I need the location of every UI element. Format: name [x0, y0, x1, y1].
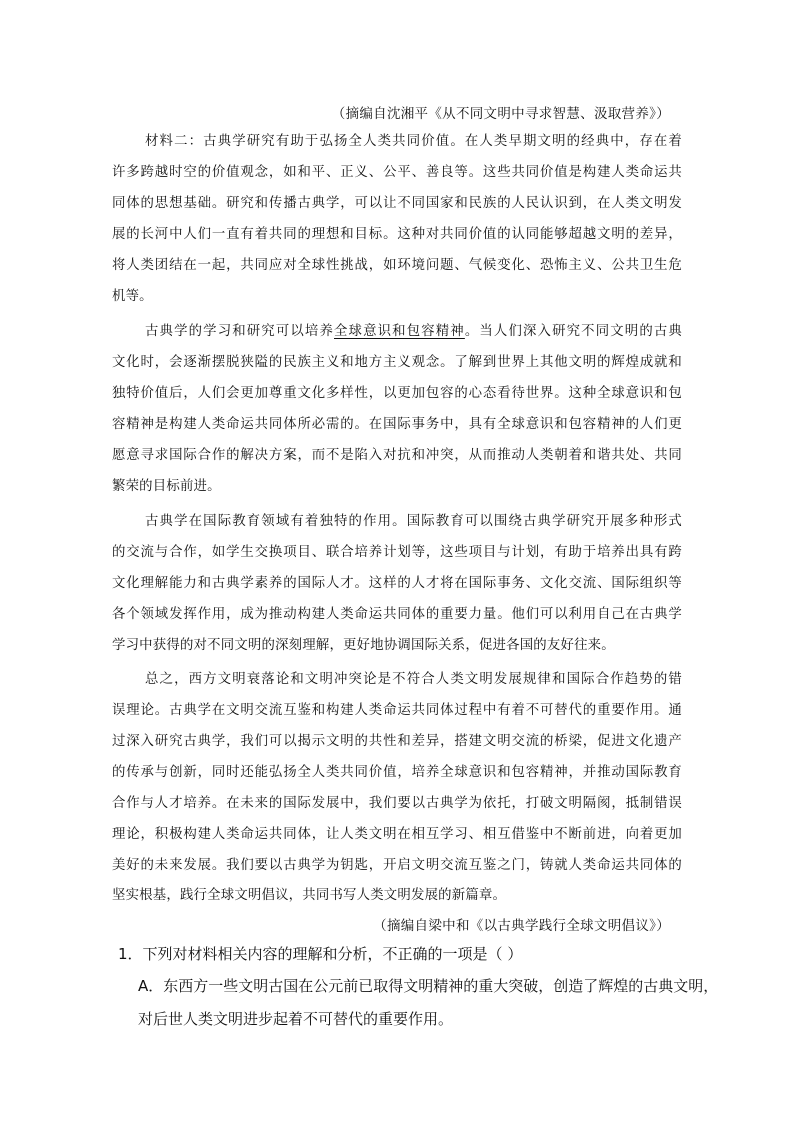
paragraph-line: 总之，西方文明衰落论和文明冲突论是不符合人类文明发展规律和国际合作趋势的错	[145, 672, 682, 687]
option-a-line-1: A．东西方一些文明古国在公元前已取得文明精神的重大突破，创造了辉煌的古典文明，	[138, 977, 719, 995]
paragraph-line: 许多跨越时空的价值观念，如和平、正义、公平、善良等。这些共同价值是构建人类命运共	[112, 165, 682, 180]
paragraph-line-with-underline	[145, 322, 682, 342]
paragraph-line: 美好的未来发展。我们要以古典学为钥匙，开启文明交流互鉴之门，铸就人类命运共同体的	[112, 858, 682, 873]
paragraph-line: 坚实根基，践行全球文明倡议，共同书写人类文明发展的新篇章。	[112, 888, 507, 903]
paragraph-line: 机等。	[112, 289, 153, 304]
paragraph-line: 文化理解能力和古典学素养的国际人才。这样的人才将在国际事务、文化交流、国际组织等	[112, 576, 682, 591]
paragraph-line: 的交流与合作，如学生交换项目、联合培养计划等，这些项目与计划，有助于培养出具有跨	[112, 545, 682, 560]
paragraph-line: 同体的思想基础。研究和传播古典学，可以让不同国家和民族的人民认识到，在人类文明发	[112, 196, 682, 211]
source-citation-1: （摘编自沈湘平《从不同文明中寻求智慧、汲取营养》）	[331, 106, 670, 122]
paragraph-line: 展的长河中人们一直有着共同的理想和目标。这种对共同价值的认同能够超越文明的差异，	[112, 227, 682, 242]
paragraph-line: 独特价值后，人们会更加尊重文化多样性，以更加包容的心态看待世界。这种全球意识和包	[112, 386, 682, 401]
paragraph-line: 繁荣的目标前进。	[112, 479, 221, 494]
paragraph-text: 。当人们深入研究不同文明的古典	[464, 324, 682, 339]
paragraph-line: 将人类团结在一起，共同应对全球性挑战，如环境问题、气候变化、恐怖主义、公共卫生危	[112, 258, 682, 273]
paragraph-line: 古典学在国际教育领域有着独特的作用。国际教育可以围绕古典学研究开展多种形式	[145, 514, 682, 529]
paragraph-line: 文化时，会逐渐摆脱狭隘的民族主义和地方主义观念。了解到世界上其他文明的辉煌成就和	[112, 355, 682, 370]
paragraph-line: 学习中获得的对不同文明的深刻理解，更好地协调国际关系，促进各国的友好往来。	[112, 638, 615, 653]
paragraph-text: 古典学的学习和研究可以培养	[145, 324, 334, 339]
question-stem: 1．下列对材料相关内容的理解和分析，不正确的一项是（ ）	[118, 945, 523, 963]
paragraph-line: 误理论。古典学在文明交流互鉴和构建人类命运共同体过程中有着不可替代的重要作用。通	[112, 703, 682, 718]
paragraph-line: 材料二：古典学研究有助于弘扬全人类共同价值。在人类早期文明的经典中，存在着	[145, 134, 682, 149]
paragraph-line: 理论，积极构建人类命运共同体，让人类文明在相互学习、相互借鉴中不断前进，向着更加	[112, 827, 682, 842]
paragraph-line: 合作与人才培养。在未来的国际发展中，我们要以古典学为依托，打破文明隔阂，抵制错误	[112, 796, 682, 811]
paragraph-line: 各个领域发挥作用，成为推动构建人类命运共同体的重要力量。他们可以利用自己在古典学	[112, 607, 682, 622]
source-citation-2: （摘编自梁中和《以古典学践行全球文明倡议》）	[373, 918, 670, 934]
paragraph-line: 的传承与创新，同时还能弘扬全人类共同价值，培养全球意识和包容精神，并推动国际教育	[112, 765, 682, 780]
paragraph-line: 容精神是构建人类命运共同体所必需的。在国际事务中，具有全球意识和包容精神的人们更	[112, 417, 682, 432]
underlined-term: 全球意识和包容精神	[334, 324, 465, 339]
paragraph-line: 愿意寻求国际合作的解决方案，而不是陷入对抗和冲突，从而推动人类朝着和谐共处、共同	[112, 448, 682, 463]
option-a-line-2: 对后世人类文明进步起着不可替代的重要作用。	[138, 1010, 454, 1028]
paragraph-line: 过深入研究古典学，我们可以揭示文明的共性和差异，搭建文明交流的桥梁，促进文化遗产	[112, 734, 682, 749]
